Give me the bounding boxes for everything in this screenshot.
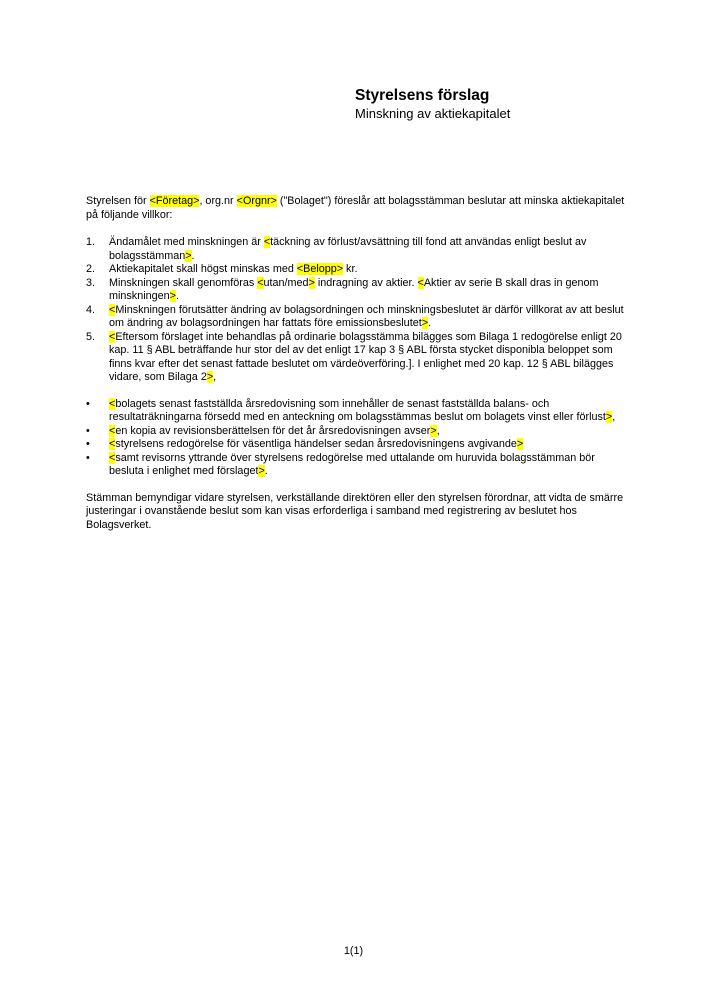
attachment-item-1 [86,398,626,425]
condition-text: <Eftersom förslaget inte behandlas på ordinarie bolagsstämma bilägges som Bilaga 1 redogörelse enligt 20 kap. 11 § ABL beträffande hur stor del av det enligt 17 kap 3 § ABL första stycket disponibla beloppet som finns kvar efter det senast fattade beslutet om värdeöverföring.]. I enlighet med 20 kap. 12 § ABL bilägges vidare, som Bilaga 2>, [109,330,622,383]
document-body [86,195,626,532]
title-block [355,87,510,122]
condition-item-1 [86,236,626,263]
list-number: 4. [86,303,96,316]
attachments-list [86,398,626,479]
condition-text: Ändamålet med minskningen är <täckning av förlust/avsättning till fond att användas enligt beslut av bolagsstämman>. [109,236,587,262]
list-number: 5. [86,330,96,343]
condition-text: Aktiekapitalet skall högst minskas med <Belopp> kr. [109,263,358,275]
intro-text: ("Bolaget") föreslår att bolagsstämman beslutar att minska aktiekapitalet på följande villkor: [86,195,625,221]
conditions-list [86,236,626,385]
attachment-text: <bolagets senast fastställda årsredovisning som innehåller de senast fastställda balans- och resultaträkningarna försedd med en anteckning om bolagsstämmas beslut om bolagets vinst eller förlust>, [109,397,616,423]
closing-paragraph: Stämman bemyndigar vidare styrelsen, verkställande direktören eller den styrelsen förordnar, att vidta de smärre justeringar i ovanstående beslut som kan visas erforderliga i samband med registrering av beslutet hos Bolagsverket. [86,491,624,531]
bullet-symbol: • [86,424,90,437]
condition-text: Minskningen skall genomföras <utan/med> indragning av aktier. <Aktier av serie B skall dras in genom minskningen>. [109,276,599,302]
placeholder-belopp: <Belopp> [296,263,344,275]
list-number: 3. [86,276,96,289]
attachment-item-4 [86,452,626,479]
placeholder-foretag: <Företag> [149,195,200,207]
bullet-symbol: • [86,397,90,410]
attachment-text: <styrelsens redogörelse för väsentliga händelser sedan årsredovisningens avgivande> [109,438,524,450]
document-title: Styrelsens förslag [355,87,490,104]
document-subtitle: Minskning av aktiekapitalet [355,106,511,121]
placeholder-orgnr: <Orgnr> [236,195,277,207]
intro-text: , org.nr [199,195,237,207]
intro-text: Styrelsen för [86,195,150,207]
condition-item-3 [86,277,626,304]
attachment-item-3 [86,438,626,452]
intro-paragraph [86,195,626,222]
bullet-symbol: • [86,438,90,450]
page-number: 1(1) [343,945,364,957]
condition-text: <Minskningen förutsätter ändring av bolagsordningen och minskningsbeslutet är därför villkorat av att beslut om ändring av bolagsordningen har fattats före emissionsbeslutet>. [109,303,624,329]
condition-item-4 [86,304,626,331]
list-number: 1. [86,236,96,248]
condition-item-5 [86,331,626,385]
attachment-text: <samt revisorns yttrande över styrelsens redogörelse med uttalande om huruvida bolagsstämman bör besluta i enlighet med förslaget>. [109,451,595,477]
condition-item-2 [86,263,626,277]
list-number: 2. [86,263,96,275]
bullet-symbol: • [86,451,90,464]
attachment-item-2 [86,425,626,439]
attachment-text: <en kopia av revisionsberättelsen för det år årsredovisningen avser>, [109,424,440,437]
